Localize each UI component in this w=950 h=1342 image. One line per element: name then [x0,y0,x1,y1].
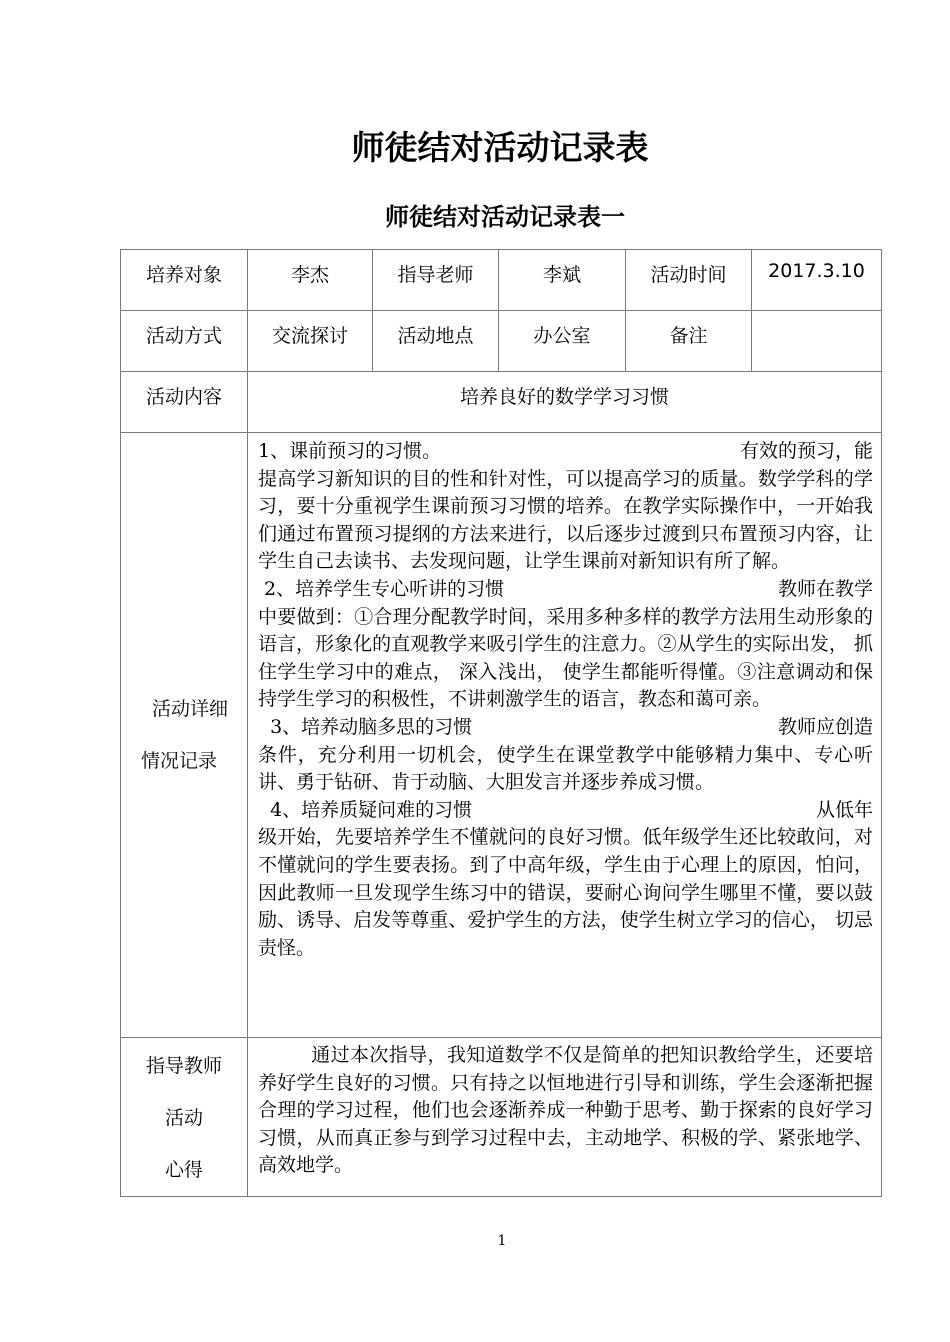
details-label-line2: 情况记录 [141,750,218,772]
section-heading: 4、培养质疑问难的习惯 [258,798,473,821]
time-value: 2017.3.10 [752,250,882,311]
section-lead: 教师应创造 [777,715,873,738]
reflection-label-line3: 心得 [164,1159,203,1181]
page-number: 1 [497,1233,507,1249]
details-content [248,433,882,1038]
section-body: 提高学习新知识的目的性和针对性，可以提高学习的质量。数学学科的学习，要十分重视学生课前预习习惯的培养。在教学实际操作中，一开始我们通过布置预习提纲的方法来进行，以后逐步过渡到只布置预习内容，让学生自己去读书、去发现问题，让学生课前对新知识有所了解。 [258,467,873,573]
section-heading: 1、课前预习的习惯。 [258,440,442,462]
details-label [121,433,248,1038]
section-lead: 从低年 [815,798,873,821]
section-body: 级开始，先要培养学生不懂就问的良好习惯。低年级学生还比较敢问，对不懂就问的学生要表扬。到了中高年级，学生由于心理上的原因，怕问，因此教师一旦发现学生练习中的错误，要耐心询问学生哪里不懂，要以鼓励、诱导、启发等尊重、爱护学生的方法，使学生树立学习的信心， 切忌责怪。 [258,826,873,959]
section-body: 条件，充分利用一切机会，使学生在课堂教学中能够精力集中、专心听讲、勇于钻研、肯于动脑、大胆发言并逐步养成习惯。 [258,743,873,794]
section-2 [258,576,873,714]
trainee-value: 李杰 [248,250,373,311]
section-4 [258,797,873,963]
place-label: 活动地点 [373,311,499,372]
section-body: 中要做到：①合理分配教学时间，采用多种多样的教学方法用生动形象的语言，形象化的直观教学来吸引学生的注意力。②从学生的实际出发， 抓住学生学习中的难点， 深入浅出， 使学生都能听得懂。③注意调动和保持学生学习的积极性，不讲刺激学生的语言，教态和蔼可亲。 [258,605,873,711]
section-3 [258,714,873,797]
content-value: 培养良好的数学学习习惯 [248,372,882,433]
table-row [121,250,882,311]
time-label: 活动时间 [626,250,752,311]
content-label: 活动内容 [121,372,248,433]
reflection-label-line2: 活动 [164,1107,203,1129]
mentor-value: 李斌 [499,250,626,311]
method-value: 交流探讨 [248,311,373,372]
mentor-label: 指导老师 [373,250,499,311]
trainee-label: 培养对象 [121,250,248,311]
details-label-line1: 活动详细 [151,698,228,720]
page-subtitle: 师徒结对活动记录表一 [385,202,625,231]
page-title: 师徒结对活动记录表 [351,128,649,167]
reflection-text: 通过本次指导，我知道数学不仅是简单的把知识教给学生，还要培养好学生良好的习惯。只有持之以恒地进行引导和训练，学生会逐渐把握合理的学习过程，他们也会逐渐养成一种勤于思考、勤于探索的良好学习习惯，从而真正参与到学习过程中去，主动地学、积极的学、紧张地学、高效地学。 [258,1044,873,1177]
section-1 [258,438,873,576]
table-row [121,311,882,372]
reflection-label-text [121,1040,247,1196]
reflection-content [248,1038,882,1197]
record-table [120,249,882,1197]
remark-label: 备注 [626,311,752,372]
section-heading: 3、培养动脑多思的习惯 [258,715,473,738]
details-label-text [121,683,247,787]
reflection-label [121,1038,248,1197]
table-row [121,433,882,1038]
table-row [121,372,882,433]
reflection-label-line1: 指导教师 [145,1055,222,1077]
section-heading: 2、培养学生专心听讲的习惯 [258,577,505,600]
section-lead: 教师在教学 [777,577,873,600]
method-label: 活动方式 [121,311,248,372]
section-lead: 有效的预习，能 [739,440,873,462]
place-value: 办公室 [499,311,626,372]
remark-value [752,311,882,372]
table-row [121,1038,882,1197]
